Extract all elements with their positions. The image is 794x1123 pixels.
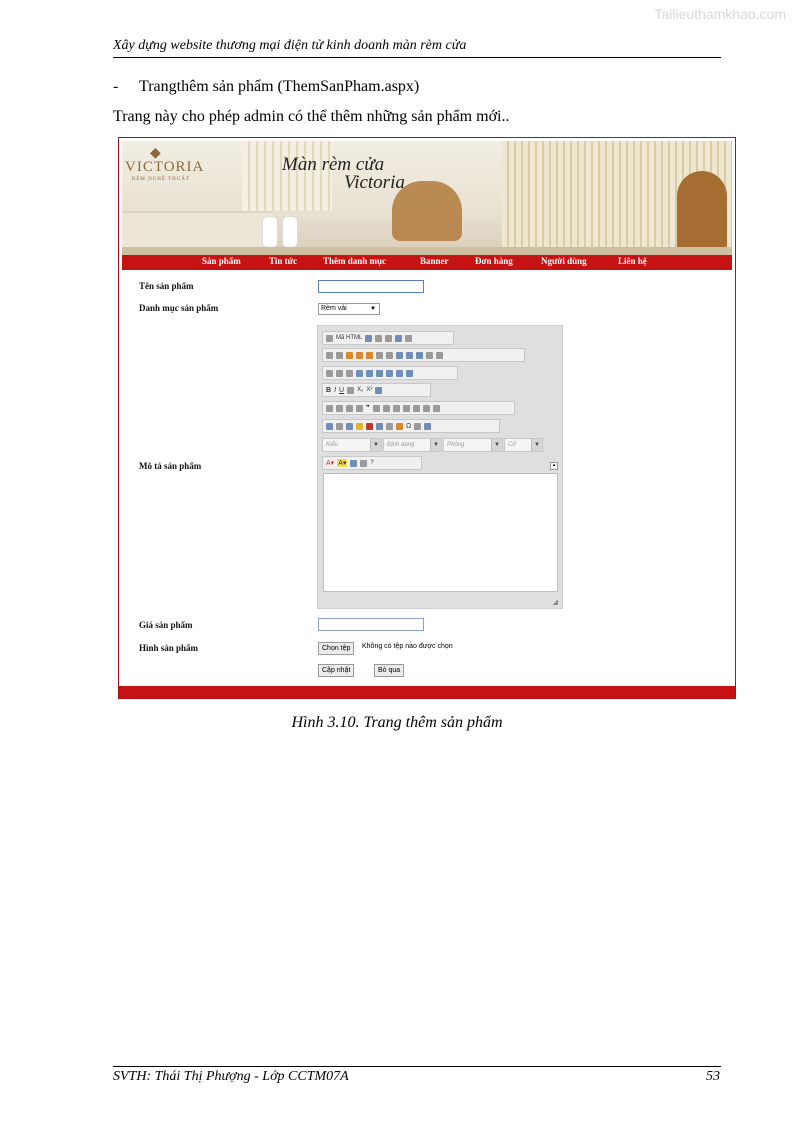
link-icon[interactable] <box>326 423 333 430</box>
page-number: 53 <box>706 1069 720 1084</box>
footer-author: SVTH: Thái Thị Phượng - Lớp CCTM07A <box>113 1069 349 1084</box>
editor-toolbar-row-5 <box>322 401 515 415</box>
menu-item-banner[interactable]: Banner <box>420 256 449 266</box>
new-page-icon[interactable] <box>375 335 382 342</box>
ltr-icon[interactable] <box>423 405 430 412</box>
skip-button[interactable]: Bỏ qua <box>374 664 404 677</box>
font-combo[interactable] <box>443 438 503 452</box>
save-icon[interactable] <box>365 335 372 342</box>
banner-vase <box>282 216 298 248</box>
find-icon[interactable] <box>396 352 403 359</box>
document-header: Xây dựng website thương mại điện tử kinh doanh màn rèm cửa <box>113 38 467 53</box>
help-icon[interactable]: ? <box>370 460 374 466</box>
format-combo-label: Định dạng <box>387 442 415 448</box>
bullet-text: Trangthêm sản phẩm (ThemSanPham.aspx) <box>139 78 420 95</box>
editor-toolbar-row-6 <box>322 419 500 433</box>
editor-content-area[interactable] <box>323 473 558 592</box>
button-icon[interactable] <box>386 370 393 377</box>
checkbox-icon[interactable] <box>336 370 343 377</box>
select-field-icon[interactable] <box>376 370 383 377</box>
editor-toolbar-row-7 <box>322 456 422 470</box>
redo-icon[interactable] <box>386 352 393 359</box>
product-name-label: Tên sản phẩm <box>139 281 194 291</box>
price-input[interactable] <box>318 618 424 631</box>
source-button[interactable]: Mã HTML <box>336 335 363 341</box>
figure-caption: Hình 3.10. Trang thêm sản phẩm <box>291 714 503 731</box>
footer-divider <box>113 1066 721 1067</box>
menu-item-contact[interactable]: Liên hệ <box>618 256 647 266</box>
horizontal-rule-icon[interactable] <box>386 423 393 430</box>
product-name-input[interactable] <box>318 280 424 293</box>
table-icon[interactable] <box>376 423 383 430</box>
banner-chair <box>677 171 727 251</box>
align-right-icon[interactable] <box>403 405 410 412</box>
site-logo-tagline: RÈM NGHỆ THUẬT <box>132 177 191 182</box>
editor-toolbar-row-1 <box>322 331 454 345</box>
menu-item-orders[interactable]: Đơn hàng <box>475 256 513 266</box>
background-color-icon[interactable]: A▾ <box>338 460 347 467</box>
price-label: Giá sản phẩm <box>139 620 193 630</box>
header-divider <box>113 57 721 58</box>
choose-file-button[interactable]: Chọn tệp <box>318 642 354 655</box>
bullet-dash: - <box>113 78 119 95</box>
watermark: Tailieuthamkhao.com <box>654 6 786 22</box>
chevron-down-icon: ▼ <box>430 439 441 451</box>
rich-text-editor <box>317 325 563 609</box>
category-selected-value: Rèm vải <box>321 305 347 312</box>
form-icon[interactable] <box>326 370 333 377</box>
site-logo[interactable]: VICTORIA <box>125 159 205 175</box>
size-combo-label: Cỡ <box>508 442 516 448</box>
spellcheck-icon[interactable] <box>426 352 433 359</box>
size-combo[interactable] <box>504 438 543 452</box>
remove-format-icon[interactable] <box>375 387 382 394</box>
banner-floor <box>122 247 732 255</box>
update-button[interactable]: Cập nhật <box>318 664 354 677</box>
radio-icon[interactable] <box>346 370 353 377</box>
bulleted-list-icon[interactable] <box>336 405 343 412</box>
style-combo-label: Kiểu <box>326 442 339 448</box>
div-icon[interactable] <box>373 405 380 412</box>
align-center-icon[interactable] <box>393 405 400 412</box>
flash-icon[interactable] <box>366 423 373 430</box>
select-all-icon[interactable] <box>416 352 423 359</box>
editor-toolbar-row-4 <box>322 383 431 397</box>
collapse-toolbar-icon[interactable]: ▴ <box>550 462 558 470</box>
editor-toolbar-row-2 <box>322 348 525 362</box>
unlink-icon[interactable] <box>336 423 343 430</box>
underline-icon[interactable]: U <box>339 386 345 394</box>
textfield-icon[interactable] <box>356 370 363 377</box>
copy-icon[interactable] <box>336 352 343 359</box>
chevron-down-icon: ▼ <box>370 439 381 451</box>
justify-icon[interactable] <box>413 405 420 412</box>
menu-item-products[interactable]: Sản phẩm <box>202 256 241 266</box>
site-footer-bar <box>119 686 735 698</box>
banner-vase <box>262 216 278 248</box>
menu-item-news[interactable]: Tin tức <box>269 256 297 266</box>
special-char-icon[interactable]: Ω <box>406 422 412 430</box>
banner-title <box>282 156 405 192</box>
style-combo[interactable] <box>322 438 382 452</box>
font-combo-label: Phông <box>447 442 465 448</box>
banner-title-line1: Màn rèm cửa <box>282 154 385 175</box>
format-combo[interactable] <box>383 438 442 452</box>
chevron-down-icon: ▼ <box>491 439 502 451</box>
chevron-down-icon: ▼ <box>531 439 542 451</box>
align-left-icon[interactable] <box>383 405 390 412</box>
spellcheck-as-you-type-icon[interactable] <box>436 352 443 359</box>
page-break-icon[interactable] <box>414 423 421 430</box>
subscript-icon[interactable]: X₂ <box>357 387 364 393</box>
outdent-icon[interactable] <box>346 405 353 412</box>
menu-item-users[interactable]: Người dùng <box>541 256 587 266</box>
blockquote-icon[interactable]: ❞ <box>366 405 370 412</box>
bold-icon[interactable]: B <box>326 386 332 394</box>
category-select[interactable] <box>318 303 380 315</box>
undo-icon[interactable] <box>376 352 383 359</box>
editor-toolbar-row-3 <box>322 366 458 380</box>
dropdown-arrow-icon: ▼ <box>370 306 376 312</box>
cut-icon[interactable] <box>326 352 333 359</box>
banner-title-line2: Victoria <box>344 172 405 193</box>
show-blocks-icon[interactable] <box>360 460 367 467</box>
no-file-text: Không có tệp nào được chọn <box>362 643 453 650</box>
strikethrough-icon[interactable] <box>347 387 354 394</box>
description-label: Mô tả sản phẩm <box>139 461 202 471</box>
hidden-field-icon[interactable] <box>406 370 413 377</box>
replace-icon[interactable] <box>406 352 413 359</box>
menu-item-add-category[interactable]: Thêm danh mục <box>323 256 387 266</box>
site-banner <box>122 141 732 255</box>
paste-icon[interactable] <box>346 352 353 359</box>
image-button-icon[interactable] <box>396 370 403 377</box>
resize-handle-icon[interactable]: ◢ <box>552 598 558 606</box>
print-icon[interactable] <box>395 335 402 342</box>
image-icon[interactable] <box>356 423 363 430</box>
text-color-icon[interactable]: A▾ <box>326 460 335 467</box>
smiley-icon[interactable] <box>396 423 403 430</box>
bullet-item <box>113 78 419 96</box>
diamond-icon: ◆ <box>150 146 161 161</box>
admin-menu <box>122 255 732 270</box>
superscript-icon[interactable]: X² <box>366 387 373 393</box>
iframe-icon[interactable] <box>424 423 431 430</box>
rtl-icon[interactable] <box>433 405 440 412</box>
indent-icon[interactable] <box>356 405 363 412</box>
templates-icon[interactable] <box>405 335 412 342</box>
category-label: Danh mục sản phẩm <box>139 303 219 313</box>
anchor-icon[interactable] <box>346 423 353 430</box>
numbered-list-icon[interactable] <box>326 405 333 412</box>
add-product-screenshot <box>118 137 736 699</box>
paste-word-icon[interactable] <box>366 352 373 359</box>
intro-paragraph: Trang này cho phép admin có thể thêm những sản phẩm mới.. <box>113 108 510 125</box>
textarea-icon[interactable] <box>366 370 373 377</box>
paste-text-icon[interactable] <box>356 352 363 359</box>
source-icon[interactable] <box>326 335 333 342</box>
maximize-icon[interactable] <box>350 460 357 467</box>
image-label: Hình sản phẩm <box>139 643 199 653</box>
preview-icon[interactable] <box>385 335 392 342</box>
italic-icon[interactable]: I <box>334 386 337 394</box>
